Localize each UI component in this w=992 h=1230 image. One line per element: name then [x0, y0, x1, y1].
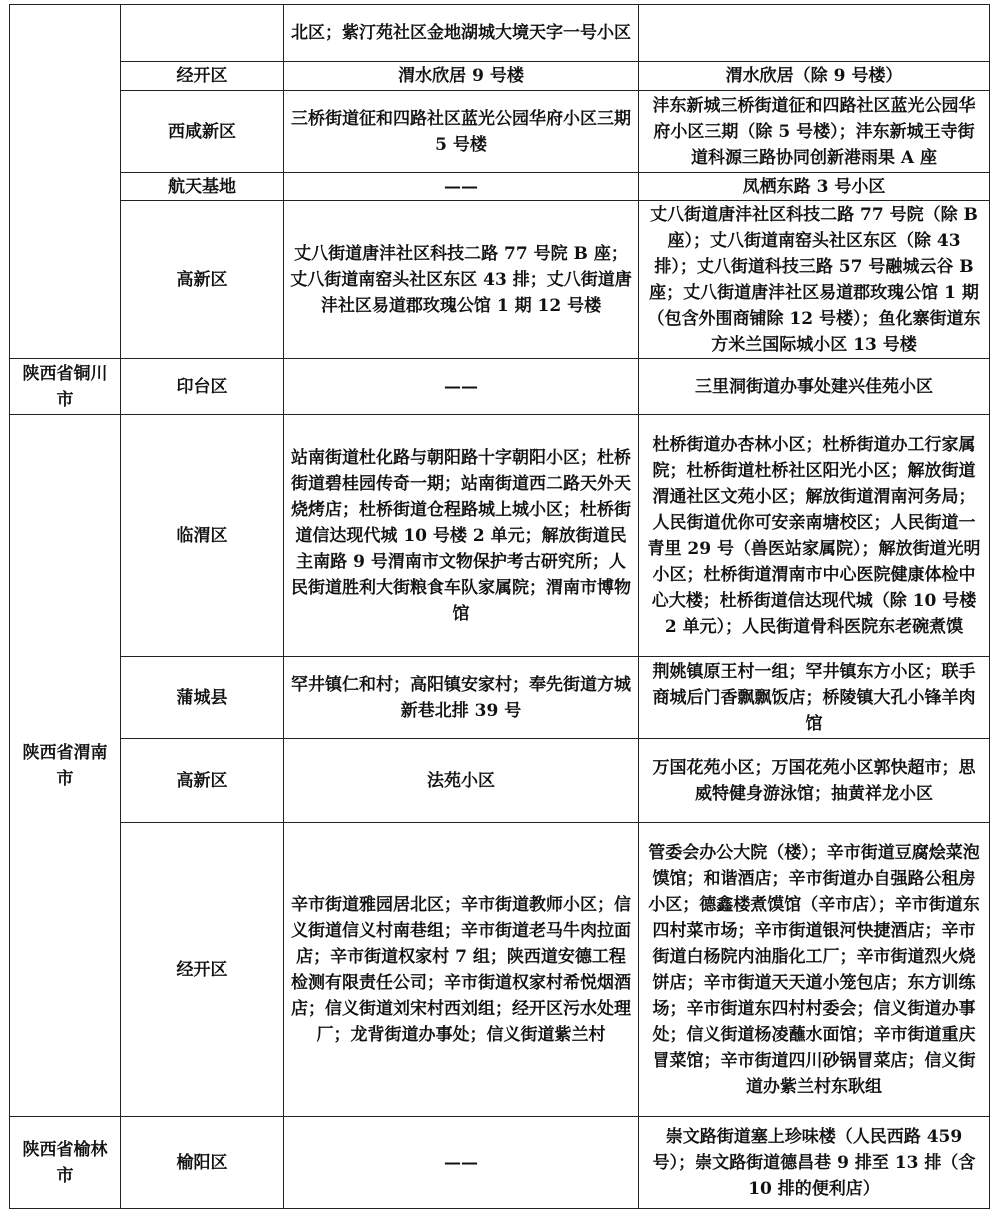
table-row: [10, 823, 990, 1117]
region-cell: [10, 5, 121, 359]
table-row: [10, 62, 990, 91]
region-cell: 陕西省渭南市: [10, 415, 121, 1117]
low-risk-cell: 荆姚镇原王村一组；罕井镇东方小区；联手商城后门香飘飘饭店；桥陵镇大孔小锋羊肉馆: [639, 657, 990, 739]
district-cell: 印台区: [121, 359, 284, 415]
mid-risk-cell: 丈八街道唐沣社区科技二路 77 号院 B 座；丈八街道南窑头社区东区 43 排；丈八街道唐沣社区易道郡玫瑰公馆 1 期 12 号楼: [284, 201, 639, 359]
mid-risk-cell: 北区；紫汀苑社区金地湖城大境天字一号小区: [284, 5, 639, 62]
low-risk-cell: 万国花苑小区；万国花苑小区郭快超市；思威特健身游泳馆；抽黄祥龙小区: [639, 739, 990, 823]
district-cell: 西咸新区: [121, 91, 284, 173]
region-cell: 陕西省榆林市: [10, 1117, 121, 1209]
table-row: [10, 201, 990, 359]
table-row: [10, 173, 990, 201]
mid-risk-cell: 渭水欣居 9 号楼: [284, 62, 639, 91]
region-cell: 陕西省铜川市: [10, 359, 121, 415]
district-cell: [121, 5, 284, 62]
low-risk-cell: 管委会办公大院（楼）；辛市街道豆腐烩菜泡馍馆；和谐酒店；辛市街道办自强路公租房小区；德鑫楼煮馍馆（辛市店）；辛市街道东四村菜市场；辛市街道银河快捷酒店；辛市街道白杨院内油脂化工厂；辛市街道烈火烧饼店；辛市街道天天道小笼包店；东方训练场；辛市街道东四村村委会；信义街道办事处；信义街道杨凌蘸水面馆；辛市街道重庆冒菜馆；辛市街道四川砂锅冒菜店；信义街道办紫兰村东耿组: [639, 823, 990, 1117]
district-cell: 高新区: [121, 739, 284, 823]
district-cell: 榆阳区: [121, 1117, 284, 1209]
mid-risk-cell: 三桥街道征和四路社区蓝光公园华府小区三期 5 号楼: [284, 91, 639, 173]
mid-risk-cell: ——: [284, 359, 639, 415]
table-row: [10, 5, 990, 62]
low-risk-cell: 崇文路街道塞上珍味楼（人民西路 459 号）；崇文路街道德昌巷 9 排至 13 排（含 10 排的便利店）: [639, 1117, 990, 1209]
table-row: [10, 91, 990, 173]
mid-risk-cell: 站南街道杜化路与朝阳路十字朝阳小区；杜桥街道碧桂园传奇一期；站南街道西二路天外天烧烤店；杜桥街道仓程路城上城小区；杜桥街道信达现代城 10 号楼 2 单元；解放街道民主南路 9 号渭南市文物保护考古研究所；人民街道胜利大街粮食车队家属院；渭南市博物馆: [284, 415, 639, 657]
table-row: [10, 415, 990, 657]
district-cell: 经开区: [121, 823, 284, 1117]
mid-risk-cell: ——: [284, 173, 639, 201]
table-row: [10, 739, 990, 823]
table-row: [10, 1117, 990, 1209]
district-cell: 经开区: [121, 62, 284, 91]
low-risk-cell: [639, 5, 990, 62]
low-risk-cell: 丈八街道唐沣社区科技二路 77 号院（除 B 座）；丈八街道南窑头社区东区（除 43 排）；丈八街道科技三路 57 号融城云谷 B 座；丈八街道唐沣社区易道郡玫瑰公馆 1 期（包含外围商铺除 12 号楼）；鱼化寨街道东方米兰国际城小区 13 号楼: [639, 201, 990, 359]
low-risk-cell: 渭水欣居（除 9 号楼）: [639, 62, 990, 91]
district-cell: 临渭区: [121, 415, 284, 657]
table-row: [10, 359, 990, 415]
mid-risk-cell: 法苑小区: [284, 739, 639, 823]
district-cell: 高新区: [121, 201, 284, 359]
low-risk-cell: 凤栖东路 3 号小区: [639, 173, 990, 201]
risk-area-table: [9, 4, 990, 1209]
low-risk-cell: 三里洞街道办事处建兴佳苑小区: [639, 359, 990, 415]
low-risk-cell: 杜桥街道办杏林小区；杜桥街道办工行家属院；杜桥街道杜桥社区阳光小区；解放街道渭通社区文苑小区；解放街道渭南河务局；人民街道优你可安亲南塘校区；人民街道一青里 29 号（兽医站家属院）；解放街道光明小区；杜桥街道渭南市中心医院健康体检中心大楼；杜桥街道信达现代城（除 10 号楼 2 单元）；人民街道骨科医院东老碗煮馍: [639, 415, 990, 657]
low-risk-cell: 沣东新城三桥街道征和四路社区蓝光公园华府小区三期（除 5 号楼）；沣东新城王寺街道科源三路协同创新港雨果 A 座: [639, 91, 990, 173]
district-cell: 航天基地: [121, 173, 284, 201]
mid-risk-cell: ——: [284, 1117, 639, 1209]
table-row: [10, 657, 990, 739]
district-cell: 蒲城县: [121, 657, 284, 739]
mid-risk-cell: 罕井镇仁和村；高阳镇安家村；奉先街道方城新巷北排 39 号: [284, 657, 639, 739]
mid-risk-cell: 辛市街道雅园居北区；辛市街道教师小区；信义街道信义村南巷组；辛市街道老马牛肉拉面店；辛市街道权家村 7 组；陕西道安德工程检测有限责任公司；辛市街道权家村希悦烟酒店；信义街道刘宋村西刘组；经开区污水处理厂；龙背街道办事处；信义街道紫兰村: [284, 823, 639, 1117]
